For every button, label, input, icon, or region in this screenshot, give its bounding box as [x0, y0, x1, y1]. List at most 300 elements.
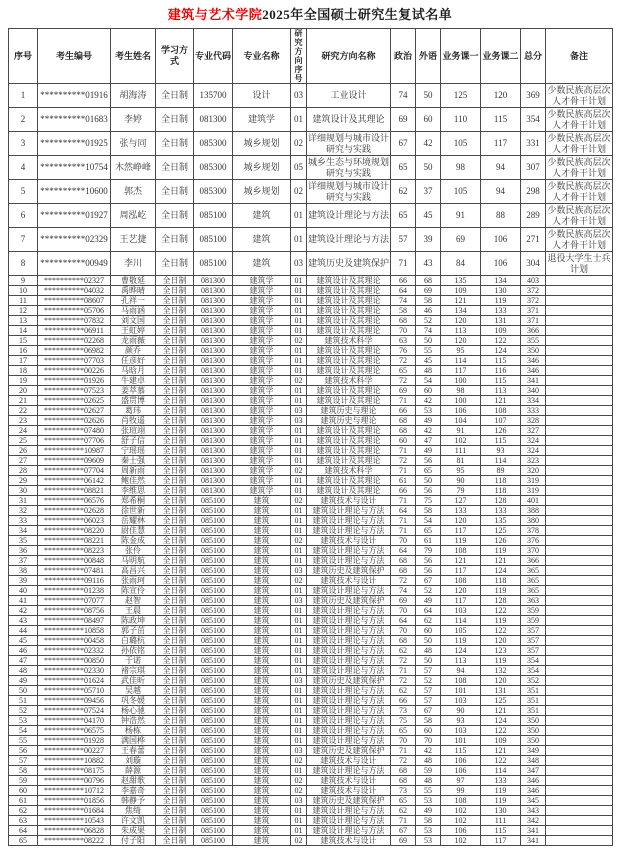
table-row: [9, 346, 613, 356]
cell-remark: [546, 796, 613, 806]
cell-major-code: 085100: [194, 636, 233, 646]
table-row: [9, 746, 613, 756]
cell-serial: 6: [9, 204, 38, 228]
cell-course-one: 111: [441, 446, 481, 456]
cell-total-score: 346: [521, 776, 546, 786]
cell-course-one: 115: [441, 746, 481, 756]
cell-total-score: 324: [521, 446, 546, 456]
cell-name: 武佳昕: [111, 676, 156, 686]
cell-direction-name: 建筑设计及其理论: [307, 306, 391, 316]
cell-study-mode: 全日制: [156, 656, 194, 666]
cell-remark: [546, 556, 613, 566]
cell-foreign-language: 53: [416, 836, 441, 846]
cell-serial: 4: [9, 156, 38, 180]
cell-exam-number: **********02329: [38, 228, 111, 252]
cell-total-score: 346: [521, 366, 546, 376]
cell-remark: 少数民族高层次人才骨干计划: [547, 228, 611, 250]
cell-study-mode: 全日制: [156, 228, 194, 252]
table-row: [9, 516, 613, 526]
cell-foreign-language: 39: [416, 228, 441, 252]
cell-major-name: 建筑: [233, 796, 291, 806]
cell-course-one: 90: [441, 476, 481, 486]
table-row: [9, 616, 613, 626]
cell-major-name: 建筑学: [233, 366, 291, 376]
cell-major-name: 建筑: [233, 756, 291, 766]
cell-course-one: 121: [441, 296, 481, 306]
cell-major-name: 建筑: [233, 586, 291, 596]
cell-total-score: 352: [521, 676, 546, 686]
cell-major-code: 081300: [194, 406, 233, 416]
cell-politics: 66: [391, 486, 416, 496]
cell-total-score: 366: [521, 326, 546, 336]
cell-course-two: 130: [481, 806, 521, 816]
cell-direction-no: 01: [291, 646, 307, 656]
cell-major-name: 建筑: [233, 816, 291, 826]
cell-study-mode: 全日制: [156, 436, 194, 446]
cell-major-name: 建筑: [233, 746, 291, 756]
cell-foreign-language: 57: [416, 696, 441, 706]
cell-direction-no: 01: [291, 616, 307, 626]
cell-remark: [546, 806, 613, 816]
cell-serial: 56: [9, 746, 38, 756]
cell-study-mode: 全日制: [156, 586, 194, 596]
cell-direction-name: 建筑历史及建筑保护: [307, 796, 391, 806]
table-row: [9, 526, 613, 536]
cell-total-score: 365: [521, 566, 546, 576]
cell-study-mode: 全日制: [156, 346, 194, 356]
cell-remark: [546, 326, 613, 336]
cell-foreign-language: 49: [416, 446, 441, 456]
cell-major-code: 085100: [194, 686, 233, 696]
cell-name: 杨栋: [111, 726, 156, 736]
cell-total-score: 327: [521, 426, 546, 436]
cell-direction-no: 01: [291, 386, 307, 396]
table-row: [9, 406, 613, 416]
cell-major-name: 建筑: [233, 806, 291, 816]
cell-course-two: 133: [481, 306, 521, 316]
column-header: 外语: [416, 29, 441, 84]
cell-serial: 65: [9, 836, 38, 846]
cell-politics: 69: [391, 386, 416, 396]
cell-direction-name: 建筑设计理论与方法: [307, 766, 391, 776]
cell-serial: 16: [9, 346, 38, 356]
cell-major-name: 建筑学: [233, 386, 291, 396]
cell-total-score: 324: [521, 436, 546, 446]
cell-name: 许文凯: [111, 816, 156, 826]
cell-major-code: 085100: [194, 204, 233, 228]
cell-study-mode: 全日制: [156, 356, 194, 366]
cell-direction-no: 02: [291, 496, 307, 506]
cell-course-one: 97: [441, 776, 481, 786]
cell-remark: [546, 366, 613, 376]
cell-major-name: 建筑学: [233, 476, 291, 486]
cell-direction-name: 详细规划与城市设计研究与实践: [308, 180, 390, 202]
cell-direction-name: 建筑设计理论与方法: [307, 806, 391, 816]
cell-direction-no: 01: [291, 516, 307, 526]
cell-remark: [546, 636, 613, 646]
cell-course-one: 108: [441, 576, 481, 586]
cell-exam-number: **********01856: [38, 796, 111, 806]
table-row: [9, 386, 613, 396]
cell-name: 杨心驰: [111, 706, 156, 716]
cell-serial: 37: [9, 556, 38, 566]
cell-major-code: 081300: [194, 356, 233, 366]
cell-course-two: 118: [481, 476, 521, 486]
cell-serial: 28: [9, 466, 38, 476]
cell-exam-number: **********04032: [38, 286, 111, 296]
cell-major-code: 085100: [194, 706, 233, 716]
cell-direction-no: 01: [291, 666, 307, 676]
cell-politics: 71: [391, 496, 416, 506]
cell-foreign-language: 62: [416, 616, 441, 626]
cell-course-two: 120: [481, 676, 521, 686]
cell-exam-number: **********07832: [38, 316, 111, 326]
cell-name: 陈政坤: [111, 616, 156, 626]
cell-direction-no: 03: [291, 252, 307, 276]
cell-direction-name: 建筑设计理论与方法: [307, 606, 391, 616]
cell-direction-name: 建筑设计理论与方法: [307, 726, 391, 736]
cell-serial: 61: [9, 796, 38, 806]
cell-remark: [546, 616, 613, 626]
cell-remark: [546, 576, 613, 586]
cell-direction-name: 建筑设计理论与方法: [307, 586, 391, 596]
cell-exam-number: **********02626: [38, 416, 111, 426]
cell-serial: 45: [9, 636, 38, 646]
cell-politics: 70: [391, 326, 416, 336]
cell-name: 满国桦: [111, 736, 156, 746]
cell-name: 张瑄翊: [111, 426, 156, 436]
cell-serial: 15: [9, 336, 38, 346]
cell-course-two: 120: [481, 636, 521, 646]
table-row: [9, 766, 613, 776]
cell-course-two: 133: [481, 506, 521, 516]
cell-name: 朱成果: [111, 826, 156, 836]
cell-study-mode: 全日制: [156, 406, 194, 416]
table-header: [9, 29, 613, 84]
cell-direction-no: 01: [291, 446, 307, 456]
cell-serial: 27: [9, 456, 38, 466]
cell-politics: 58: [391, 306, 416, 316]
cell-foreign-language: 55: [416, 786, 441, 796]
cell-total-score: 354: [521, 666, 546, 676]
cell-foreign-language: 42: [416, 132, 441, 156]
cell-major-name: 建筑学: [233, 296, 291, 306]
cell-remark: [546, 346, 613, 356]
cell-course-one: 106: [441, 766, 481, 776]
cell-course-one: 69: [441, 228, 481, 252]
cell-major-name: 建筑: [233, 204, 291, 228]
cell-name: 曹敬延: [111, 276, 156, 286]
cell-direction-name: 建筑设计理论与方法: [307, 626, 391, 636]
cell-direction-no: 02: [291, 576, 307, 586]
cell-major-name: 建筑学: [233, 436, 291, 446]
cell-remark: [546, 766, 613, 776]
cell-study-mode: 全日制: [156, 296, 194, 306]
cell-study-mode: 全日制: [156, 626, 194, 636]
table-row: [9, 336, 613, 346]
cell-foreign-language: 65: [416, 526, 441, 536]
cell-major-name: 建筑学: [233, 376, 291, 386]
cell-major-code: 085100: [194, 546, 233, 556]
cell-politics: 67: [391, 132, 416, 156]
cell-direction-name: 建筑设计及其理论: [307, 356, 391, 366]
cell-name: 岳耀林: [111, 516, 156, 526]
cell-exam-number: **********07077: [38, 596, 111, 606]
cell-serial: 41: [9, 596, 38, 606]
cell-exam-number: **********00949: [38, 252, 111, 276]
cell-study-mode: 全日制: [156, 696, 194, 706]
cell-remark: [546, 416, 613, 426]
cell-major-code: 085100: [194, 606, 233, 616]
cell-direction-name: 建筑设计理论与方法: [307, 616, 391, 626]
cell-major-code: 081300: [194, 296, 233, 306]
cell-direction-name: 建筑设计理论与方法: [307, 546, 391, 556]
cell-exam-number: **********02327: [38, 276, 111, 286]
cell-name: 张伶: [111, 546, 156, 556]
cell-course-two: 117: [481, 132, 521, 156]
cell-exam-number: **********10858: [38, 626, 111, 636]
cell-direction-name: 建筑技术与设计: [307, 496, 391, 506]
table-row: [9, 826, 613, 836]
cell-course-two: 119: [481, 796, 521, 806]
cell-serial: 7: [9, 228, 38, 252]
cell-remark: 少数民族高层次人才骨干计划: [547, 84, 611, 106]
cell-foreign-language: 53: [416, 826, 441, 836]
cell-remark: [546, 656, 613, 666]
cell-major-code: 081300: [194, 376, 233, 386]
cell-total-score: 357: [521, 636, 546, 646]
cell-foreign-language: 57: [416, 686, 441, 696]
cell-serial: 17: [9, 356, 38, 366]
cell-exam-number: **********08607: [38, 296, 111, 306]
cell-remark: [546, 676, 613, 686]
table-row: [9, 586, 613, 596]
cell-politics: 68: [391, 776, 416, 786]
cell-course-two: 115: [481, 376, 521, 386]
table-row: [9, 366, 613, 376]
cell-course-two: 120: [481, 84, 521, 108]
cell-study-mode: 全日制: [156, 276, 194, 286]
cell-study-mode: 全日制: [156, 786, 194, 796]
cell-direction-name: 建筑技术与设计: [307, 776, 391, 786]
cell-direction-no: 02: [291, 786, 307, 796]
cell-total-score: 350: [521, 346, 546, 356]
cell-name: 李川: [111, 252, 156, 276]
cell-total-score: 369: [521, 84, 546, 108]
cell-foreign-language: 55: [416, 346, 441, 356]
cell-foreign-language: 48: [416, 756, 441, 766]
cell-course-two: 111: [481, 816, 521, 826]
cell-name: 鲍佳然: [111, 476, 156, 486]
cell-study-mode: 全日制: [156, 396, 194, 406]
cell-name: 于诺: [111, 656, 156, 666]
cell-foreign-language: 50: [416, 656, 441, 666]
cell-remark: [546, 466, 613, 476]
cell-serial: 30: [9, 486, 38, 496]
cell-course-two: 122: [481, 336, 521, 346]
cell-major-name: 建筑: [233, 596, 291, 606]
cell-name: 马雨涵: [111, 306, 156, 316]
cell-course-two: 131: [481, 686, 521, 696]
cell-study-mode: 全日制: [156, 326, 194, 336]
cell-foreign-language: 60: [416, 386, 441, 396]
cell-exam-number: **********07704: [38, 466, 111, 476]
cell-course-two: 122: [481, 726, 521, 736]
cell-serial: 9: [9, 276, 38, 286]
cell-direction-name: 建筑设计及其理论: [307, 386, 391, 396]
cell-remark: [546, 836, 613, 846]
cell-major-name: 建筑: [233, 576, 291, 586]
cell-direction-no: 01: [291, 108, 307, 132]
cell-course-one: 102: [441, 436, 481, 446]
cell-direction-name: 建筑设计理论与方法: [307, 736, 391, 746]
cell-politics: 68: [391, 566, 416, 576]
cell-remark: [546, 526, 613, 536]
cell-exam-number: **********06828: [38, 826, 111, 836]
cell-serial: 57: [9, 756, 38, 766]
cell-major-name: 建筑: [233, 646, 291, 656]
cell-foreign-language: 49: [416, 416, 441, 426]
cell-direction-name: 建筑设计及其理论: [307, 296, 391, 306]
cell-course-one: 109: [441, 286, 481, 296]
cell-foreign-language: 54: [416, 516, 441, 526]
cell-study-mode: 全日制: [156, 716, 194, 726]
candidate-list-table: [8, 28, 613, 846]
cell-remark: [546, 546, 613, 556]
cell-major-code: 081300: [194, 286, 233, 296]
table-row: [9, 566, 613, 576]
cell-direction-no: 03: [291, 84, 307, 108]
cell-course-one: 117: [441, 526, 481, 536]
cell-serial: 58: [9, 766, 38, 776]
table-row: [9, 132, 613, 156]
cell-total-score: 334: [521, 396, 546, 406]
cell-foreign-language: 58: [416, 716, 441, 726]
cell-remark: [546, 606, 613, 616]
cell-name: 胡海涛: [111, 84, 156, 108]
cell-study-mode: 全日制: [156, 476, 194, 486]
cell-politics: 71: [391, 446, 416, 456]
table-row: [9, 416, 613, 426]
cell-direction-name: 建筑设计及其理论: [307, 366, 391, 376]
cell-course-one: 95: [441, 346, 481, 356]
cell-name: 颜乔: [111, 346, 156, 356]
cell-direction-no: 01: [291, 696, 307, 706]
cell-major-code: 085100: [194, 506, 233, 516]
cell-foreign-language: 58: [416, 816, 441, 826]
cell-foreign-language: 49: [416, 596, 441, 606]
cell-major-code: 085100: [194, 746, 233, 756]
cell-exam-number: **********04170: [38, 716, 111, 726]
cell-course-one: 101: [441, 736, 481, 746]
cell-direction-name: 建筑设计理论与方法: [307, 666, 391, 676]
cell-major-name: 建筑学: [233, 426, 291, 436]
cell-course-two: 88: [481, 204, 521, 228]
cell-name: 王春蕾: [111, 746, 156, 756]
table-row: [9, 84, 613, 108]
cell-remark: [546, 776, 613, 786]
cell-study-mode: 全日制: [156, 156, 194, 180]
cell-remark: [546, 536, 613, 546]
cell-name: 马明航: [111, 556, 156, 566]
cell-exam-number: **********00458: [38, 636, 111, 646]
cell-total-score: 366: [521, 556, 546, 566]
table-row: [9, 426, 613, 436]
cell-remark: [546, 506, 613, 516]
cell-major-code: 085100: [194, 566, 233, 576]
cell-politics: 65: [391, 156, 416, 180]
cell-study-mode: 全日制: [156, 84, 194, 108]
cell-major-code: 085100: [194, 756, 233, 766]
cell-name: 陈金成: [111, 536, 156, 546]
cell-name: 赵智: [111, 596, 156, 606]
cell-major-name: 建筑: [233, 556, 291, 566]
cell-name: 李维思: [111, 486, 156, 496]
cell-direction-no: 01: [291, 228, 307, 252]
cell-exam-number: **********02627: [38, 406, 111, 416]
cell-serial: 62: [9, 806, 38, 816]
cell-total-score: 357: [521, 646, 546, 656]
cell-course-one: 113: [441, 326, 481, 336]
cell-course-one: 124: [441, 646, 481, 656]
cell-major-code: 085100: [194, 806, 233, 816]
cell-exam-number: **********07480: [38, 426, 111, 436]
cell-foreign-language: 79: [416, 546, 441, 556]
cell-serial: 22: [9, 406, 38, 416]
cell-major-name: 建筑: [233, 506, 291, 516]
cell-exam-number: **********09609: [38, 456, 111, 466]
cell-serial: 29: [9, 476, 38, 486]
cell-direction-name: 建筑技术科学: [307, 376, 391, 386]
cell-name: 肖牧遥: [111, 416, 156, 426]
cell-total-score: 354: [521, 656, 546, 666]
cell-direction-no: 01: [291, 366, 307, 376]
table-row: [9, 156, 613, 180]
cell-serial: 2: [9, 108, 38, 132]
cell-remark: 少数民族高层次人才骨干计划: [547, 156, 611, 178]
cell-exam-number: **********10600: [38, 180, 111, 204]
cell-exam-number: **********10543: [38, 816, 111, 826]
cell-course-one: 108: [441, 546, 481, 556]
cell-direction-name: 建筑设计理论与方法: [307, 656, 391, 666]
column-header: 专业代码: [194, 29, 233, 84]
cell-foreign-language: 42: [416, 746, 441, 756]
cell-politics: 68: [391, 426, 416, 436]
table-row: [9, 786, 613, 796]
cell-serial: 55: [9, 736, 38, 746]
cell-exam-number: **********10712: [38, 786, 111, 796]
cell-major-name: 建筑学: [233, 326, 291, 336]
cell-name: 李婷: [111, 108, 156, 132]
cell-course-one: 110: [441, 108, 481, 132]
cell-foreign-language: 70: [416, 736, 441, 746]
cell-course-two: 119: [481, 546, 521, 556]
cell-direction-name: 城乡生态与环境规划研究与实践: [308, 156, 390, 178]
cell-serial: 46: [9, 646, 38, 656]
cell-direction-name: 建筑设计理论与方法: [307, 556, 391, 566]
cell-politics: 73: [391, 706, 416, 716]
cell-direction-name: 建筑技术与设计: [307, 536, 391, 546]
cell-direction-name: 建筑技术科学: [307, 336, 391, 346]
cell-major-name: 建筑学: [233, 406, 291, 416]
cell-direction-name: 建筑设计及其理论: [307, 286, 391, 296]
cell-major-name: 建筑: [233, 716, 291, 726]
cell-remark: 少数民族高层次人才骨干计划: [547, 204, 611, 226]
cell-name: 李嘉奇: [111, 786, 156, 796]
cell-course-two: 106: [481, 228, 521, 252]
cell-serial: 38: [9, 566, 38, 576]
cell-politics: 62: [391, 646, 416, 656]
